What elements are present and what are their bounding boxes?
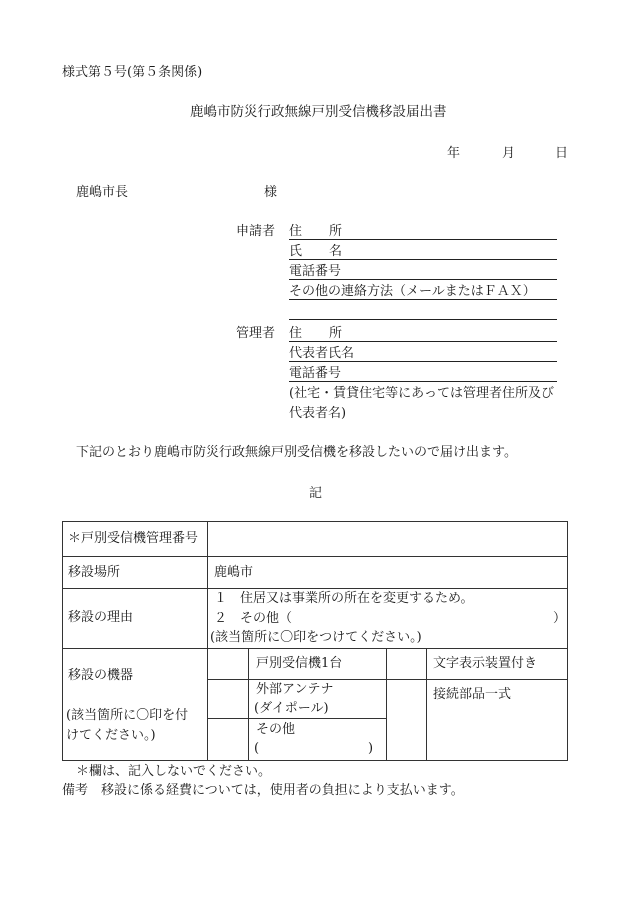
addressee-honorific: 様 [264, 185, 278, 200]
item-receiver: 戸別受信機1台 [256, 656, 343, 671]
location-value[interactable]: 鹿嶋市 [214, 565, 254, 580]
date-day: 日 [555, 146, 569, 161]
reason-label: 移設の理由 [68, 610, 134, 625]
applicant-address-char1: 住 [289, 224, 303, 239]
applicant-name-char2: 名 [329, 244, 343, 259]
item-antenna-line2: (ダイポール) [254, 701, 329, 716]
date-year: 年 [447, 146, 461, 161]
equipment-label: 移設の機器 [68, 668, 134, 683]
check-antenna[interactable] [208, 680, 248, 718]
manager-label: 管理者 [236, 326, 276, 341]
applicant-phone-label: 電話番号 [289, 264, 342, 279]
check-other[interactable] [208, 719, 248, 760]
item-display: 文字表示装置付き [433, 656, 538, 671]
reason-option-2-close: ） [553, 611, 567, 626]
reason-note: (該当箇所に〇印をつけてください。) [210, 630, 422, 645]
mgmt-no-field[interactable] [208, 522, 567, 556]
addressee-mayor: 鹿嶋市長 [76, 185, 129, 200]
manager-rep-name-label: 代表者氏名 [289, 346, 355, 361]
check-receiver[interactable] [208, 649, 248, 679]
applicant-address-char2: 所 [329, 224, 343, 239]
manager-address-char2: 所 [329, 326, 343, 341]
reason-option-2[interactable]: ２ その他（ [214, 611, 293, 626]
remarks: 備考 移設に係る経費については，使用者の負担により支払います。 [62, 783, 464, 798]
footnote: ＊欄は、記入しないでください。 [76, 764, 272, 779]
page-title: 鹿嶋市防災行政無線戸別受信機移設届出書 [190, 104, 447, 120]
equipment-note-line2: けてください。) [66, 728, 156, 743]
check-display[interactable] [387, 649, 426, 679]
applicant-label: 申請者 [236, 224, 276, 239]
manager-phone-label: 電話番号 [289, 366, 342, 381]
date-month: 月 [502, 146, 516, 161]
item-other-close: ) [368, 741, 374, 756]
form-id: 様式第５号(第５条関係) [62, 65, 203, 80]
manager-address-char1: 住 [289, 326, 303, 341]
manager-note-line1: (社宅・賃貸住宅等にあっては管理者住所及び [289, 386, 554, 401]
item-antenna-line1: 外部アンテナ [256, 682, 334, 697]
mgmt-no-label: ＊戸別受信機管理番号 [68, 531, 199, 546]
location-label: 移設場所 [68, 565, 121, 580]
manager-note-line2: 代表者名) [289, 406, 347, 421]
item-parts: 接続部品一式 [433, 687, 512, 702]
reason-option-1[interactable]: １ 住居又は事業所の所在を変更するため。 [214, 591, 474, 606]
check-parts[interactable] [387, 680, 426, 760]
item-other-open: ( [254, 741, 260, 756]
applicant-other-contact-label: その他の連絡方法（メールまたはＦＡＸ） [289, 284, 536, 299]
ki-heading: 記 [309, 486, 323, 501]
item-other: その他 [256, 722, 296, 737]
applicant-name-char1: 氏 [289, 244, 303, 259]
equipment-note-line1: (該当箇所に〇印を付 [66, 708, 189, 723]
statement: 下記のとおり鹿嶋市防災行政無線戸別受信機を移設したいので届け出ます。 [76, 445, 517, 460]
